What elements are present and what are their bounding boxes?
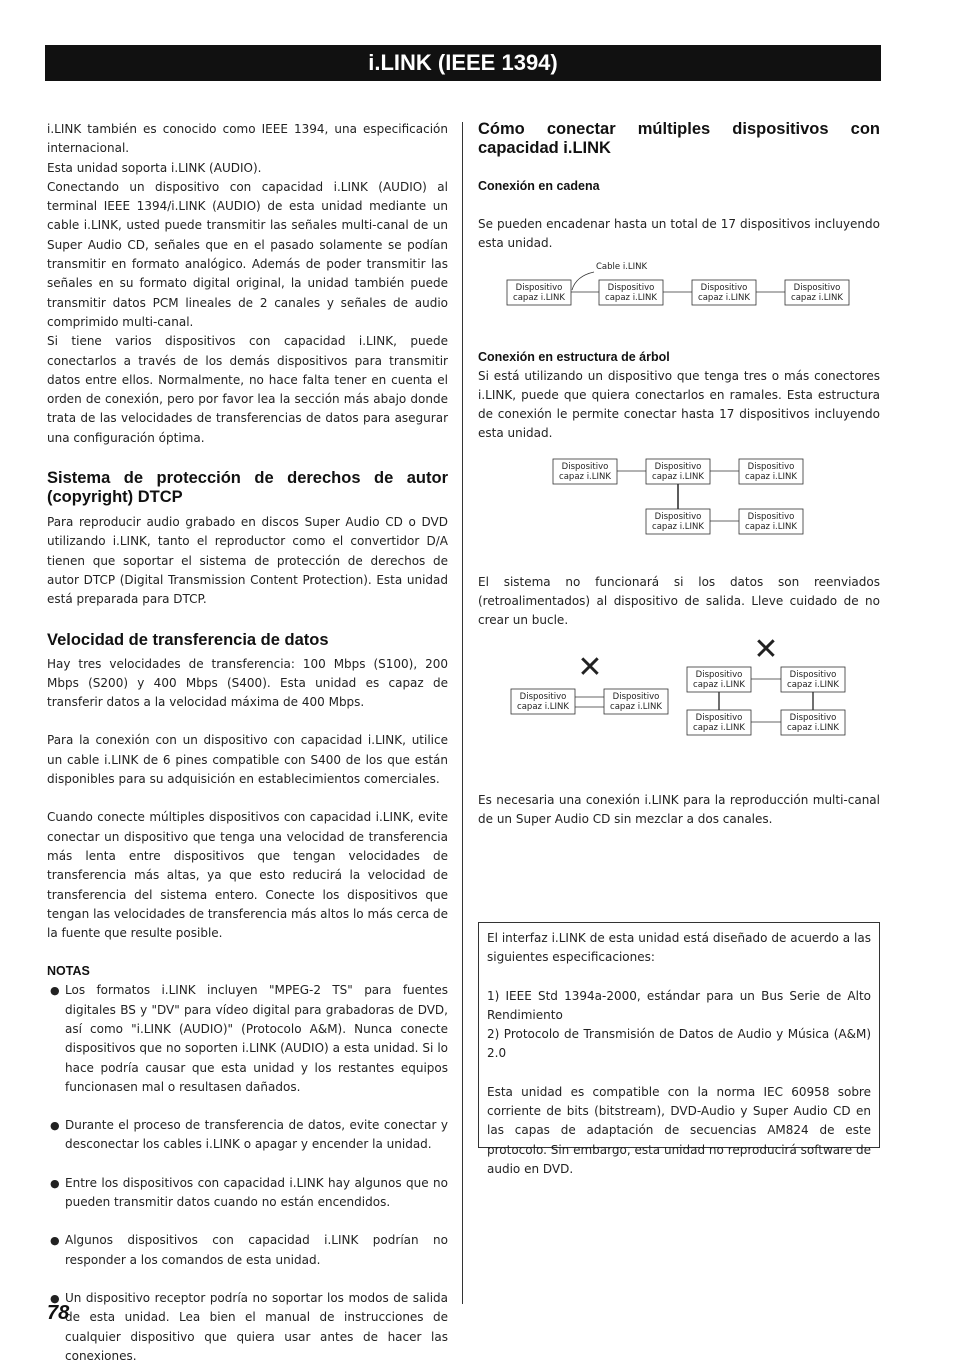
page-number: 78	[47, 1302, 70, 1324]
intro-paragraph: Si tiene varios dispositivos con capacidad i.LINK, puede conectarlos a través de los demás dispositivos para transmitir datos entre ellos. Normalmente, no hace falta tener en cuenta el orden de conexión, pero por favor lea la sección más abajo donde trata de las velocidades de transferencias de datos para asegurar una configuración óptima.	[47, 334, 448, 445]
tree-diagram	[478, 444, 880, 554]
loop-b-device-3	[687, 710, 751, 735]
column-divider	[462, 122, 463, 1304]
note-item	[47, 1116, 448, 1155]
dtcp-heading: Sistema de protección de derechos de autor (copyright) DTCP	[47, 469, 448, 507]
speed-heading: Velocidad de transferencia de datos	[47, 630, 329, 649]
svg-text:Dispositivo: Dispositivo	[607, 282, 655, 293]
multichannel-note: Es necesaria una conexión i.LINK para la reproducción multi-canal de un Super Audio CD sin mezclar a dos canales.	[478, 792, 880, 826]
note-text: Entre los dispositivos con capacidad i.LINK hay algunos que no pueden transmitir datos cuando no están encendidos.	[65, 1175, 448, 1210]
speed-paragraph: Para la conexión con un dispositivo con capacidad i.LINK, utilice un cable i.LINK de 6 pines compatible con S400 de los que están disponibles para su adquisición en establecimientos comerciales.	[47, 733, 448, 787]
right-column	[478, 120, 880, 829]
svg-text:capaz i.LINK: capaz i.LINK	[559, 471, 611, 482]
note-text: Los formatos i.LINK incluyen "MPEG-2 TS" para fuentes digitales BS y "DV" para vídeo digital para grabadoras de DVD, así como "i.LINK (AUDIO)" (Protocolo A&M). Nunca conecte dispositivos que no soporten i.LINK (AUDIO) a esta unidad. Si lo hace podría causar que esta unidad y los restantes equipos funcionasen mal o resultasen dañados.	[65, 983, 448, 1094]
svg-text:Dispositivo: Dispositivo	[561, 461, 609, 472]
left-column	[47, 120, 448, 1366]
intro-paragraph: i.LINK también es conocido como IEEE 1394, una especificación internacional.	[47, 122, 448, 156]
svg-text:capaz i.LINK: capaz i.LINK	[698, 292, 750, 303]
svg-text:capaz i.LINK: capaz i.LINK	[693, 722, 745, 733]
tree-device-4	[646, 509, 710, 534]
note-item	[47, 1231, 448, 1270]
dtcp-text: Para reproducir audio grabado en discos Super Audio CD o DVD utilizando i.LINK, tanto el reproductor como el convertidor D/A tienen que soportar el sistema de protección de derechos de autor DTCP (Digital Transmission Content Protection). Esta unidad está preparada para DTCP.	[47, 515, 448, 607]
svg-text:Dispositivo: Dispositivo	[515, 282, 563, 293]
connect-heading: Cómo conectar múltiples dispositivos con capacidad i.LINK	[478, 120, 880, 157]
svg-text:capaz i.LINK: capaz i.LINK	[745, 471, 797, 482]
note-text: Un dispositivo receptor podría no soportar los modos de salida de esta unidad. Lea bien el manual de instrucciones de cualquier dispositivo que quiera usar antes de hacer las conexiones.	[65, 1290, 448, 1363]
svg-text:Dispositivo: Dispositivo	[747, 511, 795, 522]
page-title-bar	[45, 45, 881, 81]
spec-compat: Esta unidad es compatible con la norma IEC 60958 sobre corriente de bits (bitstream), DVD-Audio y Super Audio CD en las capas de adaptación de secuencias AM824 de este protocolo. Sin embargo, esta unidad no reproducirá software de audio en DVD.	[487, 1084, 871, 1176]
speed-paragraph: Cuando conecte múltiples dispositivos con capacidad i.LINK, evite conectar un dispositivo que tenga una velocidad de transferencia más lenta entre dispositivos que tengan velocidades de transferencia más altas, ya que esto reducirá la velocidad de transferencia del sistema entero. Conecte los dispositivos que tengan las velocidades de transferencia más altos lo más cerca de la fuente que resulte posible.	[47, 810, 448, 941]
note-item	[47, 1174, 448, 1213]
note-item	[47, 981, 448, 1097]
svg-text:Dispositivo: Dispositivo	[789, 712, 837, 723]
spec-box	[478, 922, 880, 1176]
bullet-icon: ●	[50, 1119, 60, 1133]
svg-text:Dispositivo: Dispositivo	[700, 282, 748, 293]
note-text: Durante el proceso de transferencia de datos, evite conectar y desconectar los cables i.LINK o apagar y encender la unidad.	[65, 1118, 448, 1152]
loop-a-device-2	[604, 689, 668, 714]
svg-text:Dispositivo: Dispositivo	[612, 691, 660, 702]
svg-text:capaz i.LINK: capaz i.LINK	[787, 722, 839, 733]
note-item	[47, 1289, 448, 1366]
tree-device-1	[553, 459, 617, 484]
intro-paragraph: Esta unidad soporta i.LINK (AUDIO).	[47, 160, 262, 175]
svg-text:Dispositivo: Dispositivo	[654, 511, 702, 522]
svg-text:capaz i.LINK: capaz i.LINK	[610, 701, 662, 712]
bullet-icon: ●	[50, 1234, 60, 1248]
loop-b-device-2	[781, 667, 845, 692]
svg-text:Dispositivo: Dispositivo	[695, 669, 743, 680]
svg-text:capaz i.LINK: capaz i.LINK	[693, 679, 745, 690]
spec-item: 2) Protocolo de Transmisión de Datos de Audio y Música (A&M) 2.0	[487, 1027, 871, 1061]
intro-paragraph: Conectando un dispositivo con capacidad i.LINK (AUDIO) al terminal IEEE 1394/i.LINK (AUDIO) de esta unidad mediante un cable i.LINK, usted puede transmitir las señales multi-canal de un Super Audio CD, señales que en el pasado solamente se podían transmitir en formato analógico. Además de poder transmitir las señales en su formato digital original, la unidad también puede transmitir datos PCM lineales de 2 canales y señales de audio comprimido multi-canal.	[47, 179, 448, 329]
wrong-mark-icon: ✕	[577, 649, 603, 685]
chain-device-2	[599, 280, 663, 305]
tree-heading: Conexión en estructura de árbol	[478, 349, 670, 364]
tree-device-2	[646, 459, 710, 484]
svg-text:capaz i.LINK: capaz i.LINK	[605, 292, 657, 303]
svg-text:capaz i.LINK: capaz i.LINK	[517, 701, 569, 712]
bullet-icon: ●	[50, 984, 60, 998]
loop-b-device-1	[687, 667, 751, 692]
svg-text:capaz i.LINK: capaz i.LINK	[791, 292, 843, 303]
chain-diagram	[478, 254, 880, 334]
svg-text:Dispositivo: Dispositivo	[519, 691, 567, 702]
chain-device-1	[507, 280, 571, 305]
bullet-icon: ●	[50, 1291, 60, 1305]
svg-text:capaz i.LINK: capaz i.LINK	[652, 521, 704, 532]
loop-diagram	[478, 631, 880, 756]
page-title: i.LINK (IEEE 1394)	[368, 50, 558, 75]
cable-label: Cable i.LINK	[596, 261, 648, 272]
svg-text:Dispositivo: Dispositivo	[793, 282, 841, 293]
svg-text:capaz i.LINK: capaz i.LINK	[652, 471, 704, 482]
loop-warning: El sistema no funcionará si los datos son reenviados (retroalimentados) al dispositivo de salida. Lleve cuidado de no crear un bucle.	[478, 574, 880, 628]
svg-text:capaz i.LINK: capaz i.LINK	[745, 521, 797, 532]
tree-device-3	[739, 459, 803, 484]
notes-heading: NOTAS	[47, 964, 90, 979]
tree-device-5	[739, 509, 803, 534]
loop-b-device-4	[781, 710, 845, 735]
chain-text: Se pueden encadenar hasta un total de 17 dispositivos incluyendo esta unidad.	[478, 217, 880, 251]
chain-device-3	[692, 280, 756, 305]
bullet-icon: ●	[50, 1176, 60, 1190]
loop-a-device-1	[511, 689, 575, 714]
spec-item: 1) IEEE Std 1394a-2000, estándar para un Bus Serie de Alto Rendimiento	[487, 988, 871, 1022]
chain-heading: Conexión en cadena	[478, 179, 600, 193]
wrong-mark-icon: ✕	[753, 631, 779, 667]
tree-text: Si está utilizando un dispositivo que tenga tres o más conectores i.LINK, puede que quiera conectarlos en ramales. Esta estructura de conexión le permite conectar hasta 17 dispositivos incluyendo esta unidad.	[478, 368, 880, 441]
chain-device-4	[785, 280, 849, 305]
svg-text:Dispositivo: Dispositivo	[654, 461, 702, 472]
note-text: Algunos dispositivos con capacidad i.LINK podrían no responder a los comandos de esta unidad.	[65, 1233, 448, 1267]
svg-text:Dispositivo: Dispositivo	[747, 461, 795, 472]
svg-text:capaz i.LINK: capaz i.LINK	[513, 292, 565, 303]
svg-text:capaz i.LINK: capaz i.LINK	[787, 679, 839, 690]
svg-text:Dispositivo: Dispositivo	[695, 712, 743, 723]
spec-intro: El interfaz i.LINK de esta unidad está diseñado de acuerdo a las siguientes especificaciones:	[487, 931, 871, 965]
svg-text:Dispositivo: Dispositivo	[789, 669, 837, 680]
speed-paragraph: Hay tres velocidades de transferencia: 100 Mbps (S100), 200 Mbps (S200) y 400 Mbps (S400). Esta unidad es capaz de transferir datos a la velocidad máxima de 400 Mbps.	[47, 656, 448, 710]
notes-list	[47, 981, 448, 1366]
cable-pointer	[572, 272, 594, 290]
